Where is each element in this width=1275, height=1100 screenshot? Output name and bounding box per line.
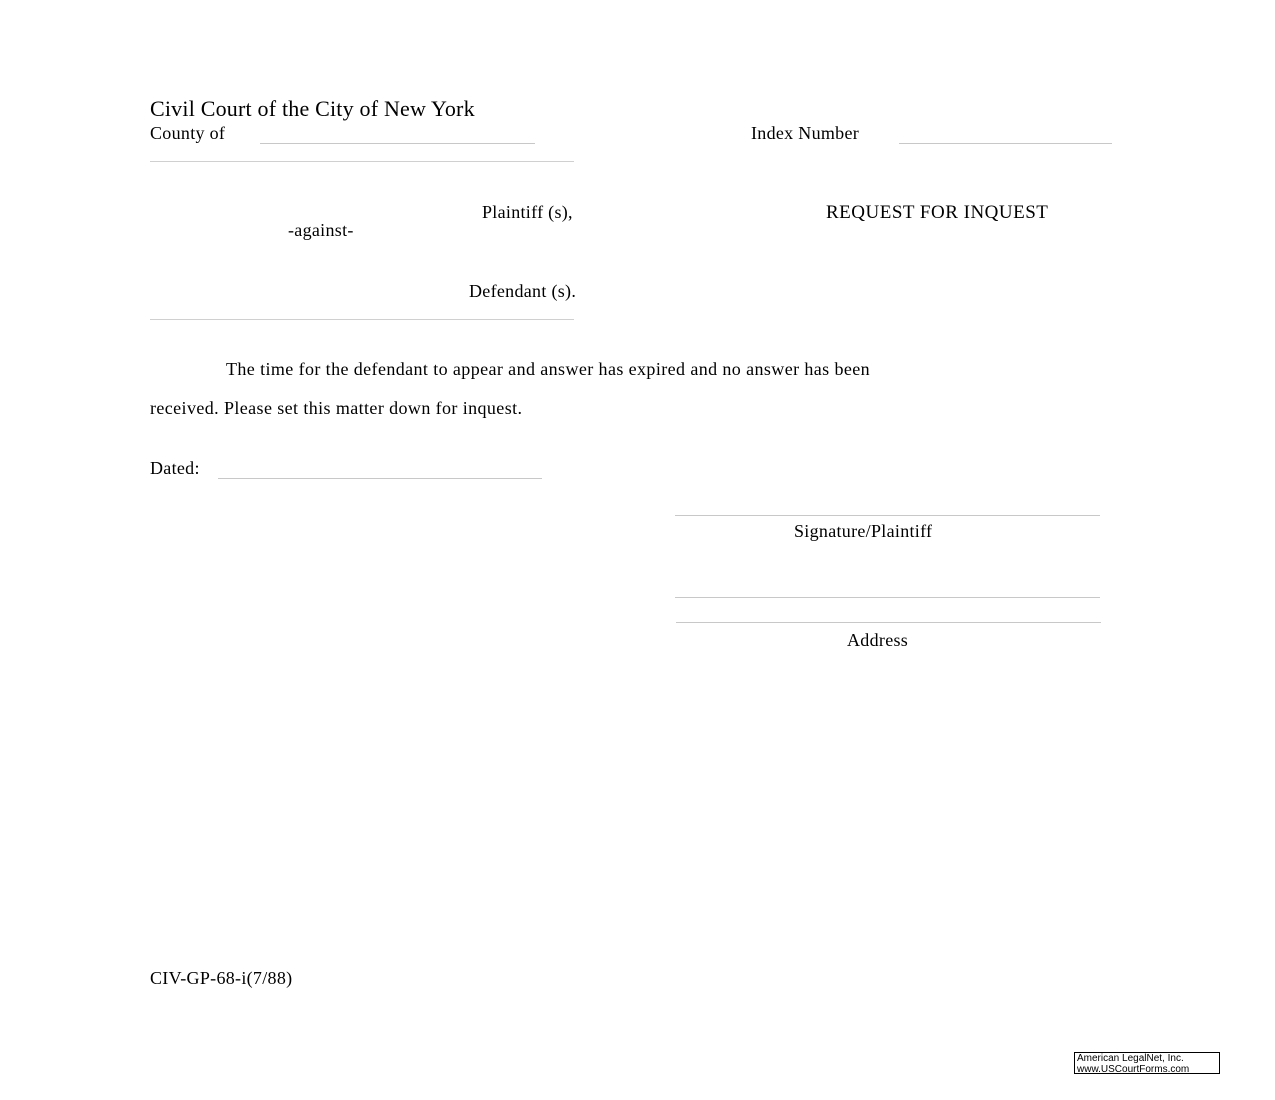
form-code: CIV-GP-68-i(7/88): [150, 968, 293, 988]
plaintiff-label: Plaintiff (s),: [482, 202, 573, 222]
against-label: -against-: [288, 220, 354, 240]
body-line-2: received. Please set this matter down for inquest.: [150, 398, 523, 418]
dated-label: Dated:: [150, 458, 200, 478]
address-label: Address: [847, 630, 909, 650]
publisher-url: www.USCourtForms.com: [1077, 1063, 1190, 1075]
dated-field[interactable]: [218, 478, 542, 479]
county-label: County of: [150, 123, 226, 143]
document-title: REQUEST FOR INQUEST: [826, 202, 1049, 223]
caption-bottom-rule: [150, 319, 574, 320]
caption-top-rule: [150, 161, 574, 162]
signature-line[interactable]: [675, 515, 1100, 516]
signature-label: Signature/Plaintiff: [794, 521, 933, 541]
body-line-1: The time for the defendant to appear and answer has expired and no answer has been: [226, 359, 871, 379]
address-line-1[interactable]: [675, 597, 1100, 598]
defendant-label: Defendant (s).: [469, 281, 577, 301]
index-number-label: Index Number: [751, 123, 860, 143]
county-field[interactable]: [260, 143, 535, 144]
index-number-field[interactable]: [899, 143, 1112, 144]
publisher-stamp: [1074, 1052, 1220, 1074]
address-line-2[interactable]: [676, 622, 1101, 623]
court-name: Civil Court of the City of New York: [150, 96, 475, 121]
publisher-name: American LegalNet, Inc.: [1077, 1053, 1184, 1064]
